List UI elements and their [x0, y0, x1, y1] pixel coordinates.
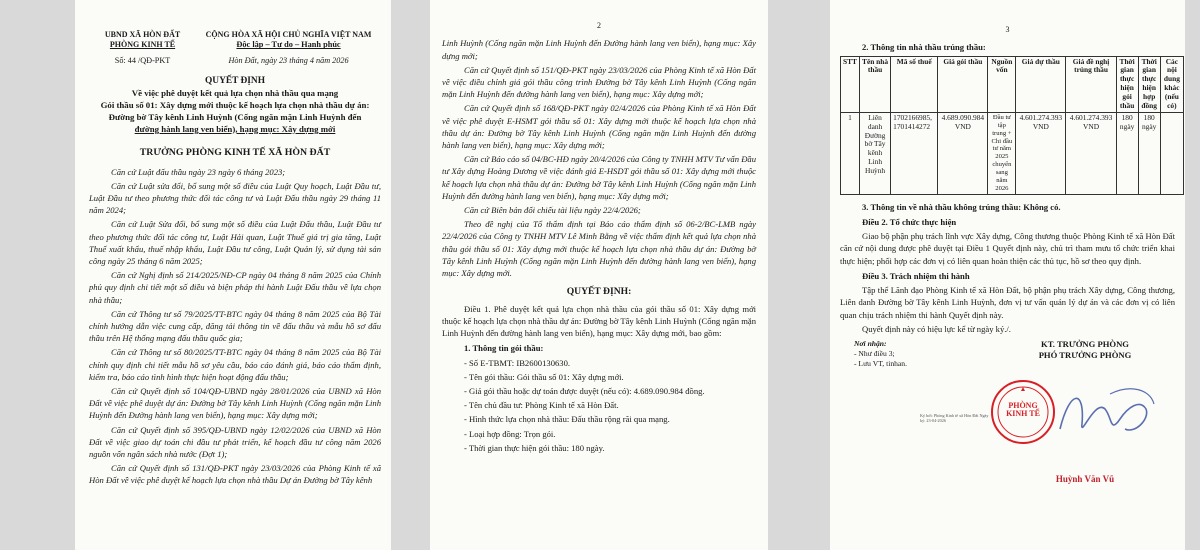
table-cell: 1702166985, 1701414272: [891, 112, 938, 194]
article-2-text: Giao bộ phận phụ trách lĩnh vực Xây dựng, Công thương thuộc Phòng Kinh tế xã Hòn Đất căn cứ nội dung được phê duyệt tại Điều 1 Quyết định này, chủ trì tham mưu tổ chức triển khai thực hiện; phối hợp các đơn vị có liên quan hoàn thiện các thủ tục, hồ sơ theo quy định.: [840, 231, 1175, 266]
col-header: Thời gian thực hiện hợp đồng: [1138, 56, 1160, 112]
legal-basis-para: Căn cứ Quyết định số 151/QĐ-PKT ngày 23/03/2026 của Phòng Kinh tế xã Hòn Đất về việc điều chỉnh giá gói thầu công trình Đường bờ Tây kênh Linh Huỳnh (Cống ngăn mặn Linh Huỳnh đến đường hành lang ven biển), hạng mục: Xây dựng mới;: [442, 64, 756, 100]
nation-line-2: Độc lập – Tự do – Hạnh phúc: [236, 40, 341, 50]
legal-basis-para: Căn cứ Nghị định số 214/2025/NĐ-CP ngày 04 tháng 8 năm 2025 của Chính phủ quy định chi tiết một số điều và biện pháp thi hành Luật Đấu thầu về lựa chọn nhà thầu;: [89, 270, 381, 305]
table-cell: 1: [841, 112, 860, 194]
table-row: [841, 112, 1184, 194]
col-header: Giá đề nghị trúng thầu: [1066, 56, 1116, 112]
table-header-row: [841, 56, 1184, 112]
issuing-authority: TRƯỞNG PHÒNG KINH TẾ XÃ HÒN ĐẤT: [139, 146, 331, 158]
col-header: Các nội dung khác (nếu có): [1160, 56, 1183, 112]
col-header: Giá gói thầu: [938, 56, 988, 112]
sig-line-2: PHÓ TRƯỞNG PHÒNG: [1038, 349, 1132, 360]
signature-area: [840, 339, 1175, 489]
col-header: Thời gian thực hiện gói thầu: [1116, 56, 1138, 112]
recipients-label: Nơi nhận:: [854, 338, 887, 348]
section-1-title: 1. Thông tin gói thầu:: [464, 343, 544, 354]
article-3-title: Điều 3. Trách nhiệm thi hành: [862, 270, 970, 281]
sig-line-1: KT. TRƯỞNG PHÒNG: [1041, 338, 1129, 349]
col-header: Giá dự thầu: [1016, 56, 1066, 112]
page-number: 2: [597, 21, 601, 30]
recipient-item: - Như điều 3;: [854, 348, 895, 358]
handwritten-signature-icon: [1050, 379, 1160, 449]
legal-basis-para: Căn cứ Báo cáo số 04/BC-HĐ ngày 20/4/2026 của Công ty TNHH MTV Tư vấn Đầu tư Xây dựng Hoàng Dương về việc đánh giá E-HSDT gói thầu số 01: Xây dựng mới thuộc kế hoạch lựa chọn nhà thầu dự án: Đường bờ Tây kênh Linh Huỳnh (Cống ngăn mặn Linh Huỳnh đến đường hành lang ven biển), hạng mục: Xây dựng mới;: [442, 154, 756, 201]
document-page-1: [75, 0, 391, 550]
legal-basis-para: Căn cứ Quyết định số 131/QĐ-PKT ngày 23/03/2026 của Phòng Kinh tế xã Hòn Đất về việc phê duyệt kế hoạch lựa chọn nhà thầu Dự án Đường bờ Tây kênh: [89, 463, 381, 486]
page-number: 3: [1005, 25, 1010, 34]
effective-clause: Quyết định này có hiệu lực kể từ ngày ký./.: [862, 323, 1011, 334]
col-header: Mã số thuế: [891, 56, 938, 112]
issuing-org: [89, 30, 196, 51]
article-1-text: Điều 1. Phê duyệt kết quả lựa chọn nhà thầu của gói thầu số 01: Xây dựng mới thuộc kế hoạch lựa chọn nhà thầu dự án: Đường bờ Tây kênh Linh Huỳnh (Cống ngăn mặn Linh Huỳnh đến đường hành lang ven biển), hạng mục: Xây dựng mới, bao gồm:: [442, 303, 756, 339]
document-title: QUYẾT ĐỊNH: [205, 75, 265, 86]
decision-heading: QUYẾT ĐỊNH:: [566, 286, 632, 298]
article-3-text: Tập thể Lãnh đạo Phòng Kinh tế xã Hòn Đất, bộ phận phụ trách Xây dựng, Công thương, Liên danh Đường bờ Tây kênh Linh Huỳnh, đơn vị tư vấn quản lý dự án và các đơn vị có liên quan chịu trách nhiệm thi hành Quyết định này.: [840, 285, 1175, 320]
package-info-item: - Giá gói thầu hoặc dự toán được duyệt (nếu có): 4.689.090.984 đồng.: [464, 386, 705, 397]
table-cell: 4.689.090.984 VND: [938, 112, 988, 194]
legal-basis-para: Linh Huỳnh (Cống ngăn mặn Linh Huỳnh đến Đường hành lang ven biển), hạng mục: Xây dựng mới;: [442, 38, 756, 61]
table-cell: Liên danh Đường bờ Tây kênh Linh Huỳnh: [859, 112, 890, 194]
national-motto: [196, 30, 381, 51]
winning-bidder-table: [840, 56, 1184, 195]
digital-signature-note: Ký bởi: Phòng Kinh tế xã Hòn Đất Ngày ký: 23-04-2026: [920, 412, 989, 424]
package-info-item: - Tên chủ đầu tư: Phòng Kinh tế xã Hòn Đất.: [464, 400, 619, 411]
recipients-block: [854, 339, 907, 369]
document-page-2: [430, 0, 768, 550]
package-info-item: - Tên gói thầu: Gói thầu số 01: Xây dựng mới.: [464, 371, 624, 382]
legal-basis-para: Căn cứ Luật đấu thầu ngày 23 ngày 6 tháng 2023;: [111, 166, 286, 177]
legal-basis-para: Căn cứ Thông tư số 79/2025/TT-BTC ngày 04 tháng 8 năm 2025 của Bộ Tài chính hướng dẫn việc cung cấp, đăng tải thông tin về đấu thầu và mẫu hồ sơ đấu thầu trên Hệ thống mạng đấu thầu quốc gia;: [89, 308, 381, 344]
org-line-1: UBND XÃ HÒN ĐẤT: [104, 30, 181, 39]
signer-name: Huỳnh Văn Vũ: [1055, 473, 1115, 484]
legal-basis-para: Căn cứ Luật sửa đổi, bổ sung một số điều của Luật Quy hoạch, Luật Đầu tư, Luật Đầu tư theo phương thức đối tác công tư và Luật Đấu thầu ngày 29 tháng 11 năm 2024;: [89, 180, 381, 216]
legal-basis-para: Căn cứ Quyết định số 395/QĐ-UBND ngày 12/02/2026 của UBND xã Hòn Đất về việc giao dự toán chi đầu tư phát triển, kế hoạch đầu tư công năm 2026 nguồn vốn ngân sách nhà nước (Đợt 1);: [89, 424, 381, 460]
package-info-item: - Thời gian thực hiện gói thầu: 180 ngày.: [464, 442, 605, 453]
section-3-text: 3. Thông tin về nhà thầu không trúng thầu: Không có.: [862, 201, 1061, 212]
signatory-title: [990, 339, 1180, 360]
recipient-item: - Lưu VT, tinhan.: [854, 358, 907, 368]
table-cell: 4.601.274.393 VND: [1016, 112, 1066, 194]
document-subject: [89, 88, 381, 136]
stamp-text: PHÒNG KINH TẾ: [1006, 400, 1040, 419]
table-cell: [1160, 112, 1183, 194]
subject-line: đường hành lang ven biển), hạng mục: Xây dựng mới: [134, 123, 336, 134]
table-cell: 180 ngày: [1116, 112, 1138, 194]
col-header: Tên nhà thầu: [859, 56, 890, 112]
legal-basis-para: Căn cứ Quyết định số 168/QĐ-PKT ngày 02/4/2026 của Phòng Kinh tế xã Hòn Đất về việc phê duyệt E-HSMT gói thầu số 01: Xây dựng mới thuộc kế hoạch lựa chọn nhà thầu dự án: Đường bờ Tây kênh Linh Huỳnh (Cống ngăn mặn Linh Huỳnh đến đường hành lang ven biển), hạng mục: Xây dựng mới;: [442, 103, 756, 150]
legal-basis-para: Căn cứ Biên bản đối chiếu tài liệu ngày 22/4/2026;: [464, 205, 641, 215]
org-line-2: PHÒNG KINH TẾ: [109, 40, 176, 50]
article-2-title: Điều 2. Tổ chức thực hiện: [862, 217, 957, 228]
document-date: Hòn Đất, ngày 23 tháng 4 năm 2026: [228, 56, 349, 66]
package-info-item: - Loại hợp đồng: Trọn gói.: [464, 428, 556, 439]
legal-basis-para: Theo đề nghị của Tổ thẩm định tại Báo cáo thẩm định số 06-2/BC-LMB ngày 22/4/2026 của Công ty TNHH MTV Lê Minh Bằng về việc thẩm định kết quả lựa chọn nhà thầu gói thầu số 01: Xây dựng mới thuộc kế hoạch lựa chọn nhà thầu dự án: Đường bờ Tây kênh Linh Huỳnh (Cống ngăn mặn Linh Huỳnh đến đường hành lang ven biển), hạng mục: Xây dựng mới.: [442, 219, 756, 279]
table-cell: 4.601.274.393 VND: [1066, 112, 1116, 194]
col-header: STT: [841, 56, 860, 112]
table-cell: Đầu tư tập trung + Chi đầu tư năm 2025 chuyển sang năm 2026: [988, 112, 1016, 194]
legal-basis-para: Căn cứ Luật Sửa đổi, bổ sung một số điều của Luật Đấu thầu, Luật Đầu tư theo phương thức đối tác công tư, Luật Hải quan, Luật Thuế giá trị gia tăng, Luật Thuế xuất khẩu, thuế nhập khẩu, Luật Đầu tư công, Luật Quản lý, sử dụng tài sản công ngày 25 tháng 6 năm 2025;: [89, 219, 381, 266]
document-number: Số: 44 /QĐ-PKT: [114, 56, 171, 66]
package-info-item: - Số E-TBMT: IB2600130630.: [464, 357, 571, 368]
package-info-item: - Hình thức lựa chọn nhà thầu: Đấu thầu rộng rãi qua mạng.: [464, 414, 670, 425]
col-header: Nguồn vốn: [988, 56, 1016, 112]
subject-line: Về việc phê duyệt kết quả lựa chọn nhà thầu qua mạng: [131, 88, 339, 99]
nation-line-1: CỘNG HÒA XÃ HỘI CHỦ NGHĨA VIỆT NAM: [205, 30, 372, 39]
subject-line: Gói thầu số 01: Xây dựng mới thuộc kế hoạch lựa chọn nhà thầu dự án:: [100, 100, 370, 111]
document-page-3: [830, 0, 1185, 550]
document-header: [89, 30, 381, 51]
subject-line: Đường bờ Tây kênh Linh Huỳnh (Cống ngăn mặn Linh Huỳnh đến: [108, 111, 362, 122]
section-2-title: 2. Thông tin nhà thầu trúng thầu:: [862, 42, 986, 53]
table-cell: 180 ngày: [1138, 112, 1160, 194]
legal-basis-para: Căn cứ Thông tư số 80/2025/TT-BTC ngày 04 tháng 8 năm 2025 của Bộ Tài chính quy định chi tiết mẫu hồ sơ yêu cầu, báo cáo đánh giá, báo cáo thẩm định, kiểm tra, báo cáo tình hình thực hiện hoạt động đấu thầu;: [89, 347, 381, 382]
legal-basis-para: Căn cứ Quyết định số 104/QĐ-UBND ngày 28/01/2026 của UBND xã Hòn Đất về việc phê duyệt dự án: Đường bờ Tây kênh Linh Huỳnh (Cống ngăn mặn Linh Huỳnh đến Đường hành lang ven biển), hạng mục: Xây dựng mới;: [89, 386, 381, 421]
